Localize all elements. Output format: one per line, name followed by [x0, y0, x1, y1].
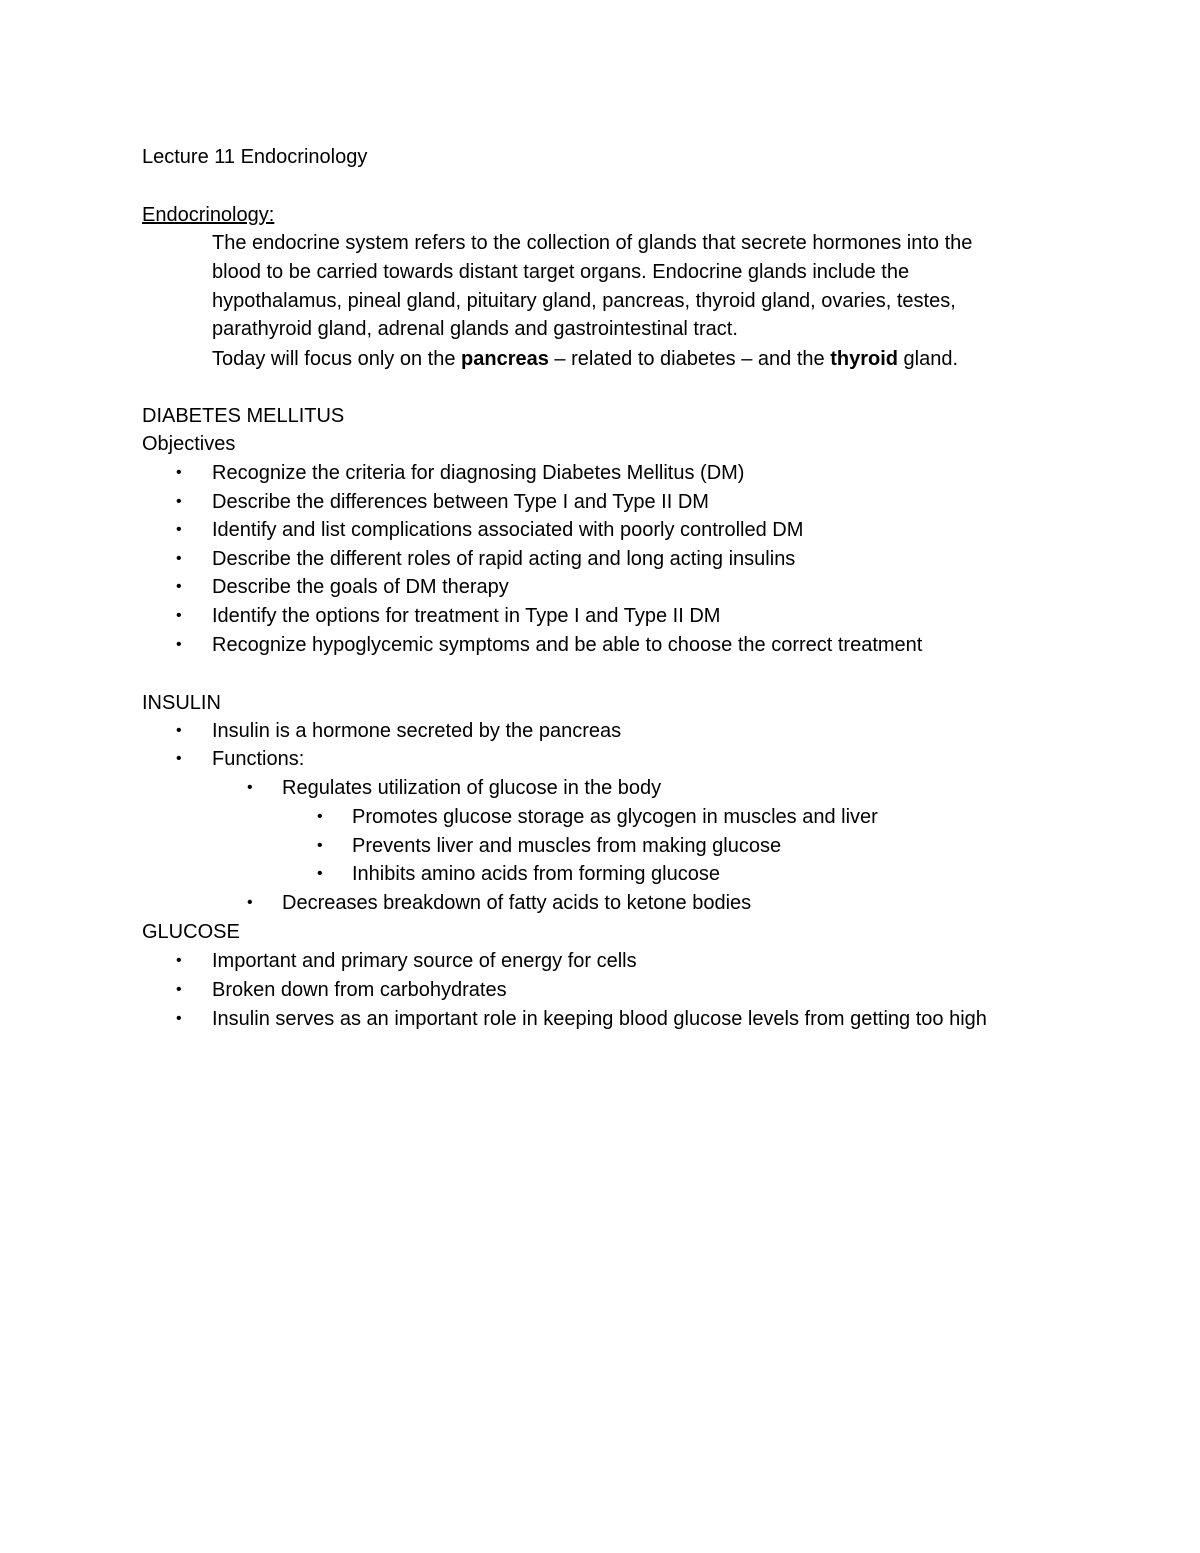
bullet-marker: • [176, 981, 182, 998]
bullet-marker: • [176, 607, 182, 624]
insulin-item: Functions: [212, 748, 305, 770]
bullet-marker: • [176, 550, 182, 567]
focus-suffix: gland. [897, 348, 959, 370]
bullet-marker: • [176, 750, 182, 767]
objective-item: Describe the differences between Type I and Type II DM [212, 491, 709, 513]
bullet-marker: • [176, 464, 182, 481]
objective-item: Describe the goals of DM therapy [212, 576, 509, 598]
paragraph-line: blood to be carried towards distant target organs. Endocrine glands include the [212, 261, 910, 283]
focus-thyroid: thyroid [830, 348, 898, 370]
function-item: Decreases breakdown of fatty acids to ketone bodies [282, 892, 752, 914]
paragraph-line: hypothalamus, pineal gland, pituitary gland, pancreas, thyroid gland, ovaries, testes, [212, 290, 956, 312]
bullet-marker: • [317, 808, 323, 825]
diabetes-heading: DIABETES MELLITUS [142, 405, 345, 427]
glucose-item: Broken down from carbohydrates [212, 979, 507, 1001]
insulin-heading: INSULIN [142, 692, 221, 714]
bullet-marker: • [176, 578, 182, 595]
bullet-marker: • [176, 952, 182, 969]
objective-item: Identify the options for treatment in Type I and Type II DM [212, 605, 721, 627]
paragraph-line: The endocrine system refers to the collection of glands that secrete hormones into the [212, 232, 973, 254]
objective-item: Identify and list complications associated with poorly controlled DM [212, 519, 804, 541]
function-sub-item: Prevents liver and muscles from making glucose [352, 835, 782, 857]
bullet-marker: • [176, 722, 182, 739]
objective-item: Recognize hypoglycemic symptoms and be able to choose the correct treatment [212, 634, 923, 656]
glucose-heading: GLUCOSE [142, 921, 240, 943]
focus-line [212, 347, 958, 371]
bullet-marker: • [317, 865, 323, 882]
bullet-marker: • [317, 837, 323, 854]
function-sub-item: Promotes glucose storage as glycogen in muscles and liver [352, 806, 878, 828]
focus-pancreas: pancreas [461, 348, 549, 370]
glucose-item: Important and primary source of energy for cells [212, 950, 637, 972]
focus-prefix: Today will focus only on the [212, 348, 462, 370]
bullet-marker: • [176, 1010, 182, 1027]
objective-item: Describe the different roles of rapid acting and long acting insulins [212, 548, 796, 570]
function-item: Regulates utilization of glucose in the body [282, 777, 662, 799]
bullet-marker: • [176, 493, 182, 510]
objectives-subheading: Objectives [142, 433, 236, 455]
glucose-item: Insulin serves as an important role in keeping blood glucose levels from getting too high [212, 1008, 987, 1030]
endocrinology-heading: Endocrinology: [142, 204, 275, 226]
function-sub-item: Inhibits amino acids from forming glucose [352, 863, 720, 885]
insulin-item: Insulin is a hormone secreted by the pancreas [212, 720, 622, 742]
paragraph-line: parathyroid gland, adrenal glands and gastrointestinal tract. [212, 318, 738, 340]
objective-item: Recognize the criteria for diagnosing Diabetes Mellitus (DM) [212, 462, 745, 484]
bullet-marker: • [176, 521, 182, 538]
bullet-marker: • [247, 894, 253, 911]
bullet-marker: • [247, 779, 253, 796]
focus-middle: – related to diabetes – and the [548, 348, 831, 370]
page-title: Lecture 11 Endocrinology [142, 146, 368, 168]
bullet-marker: • [176, 636, 182, 653]
